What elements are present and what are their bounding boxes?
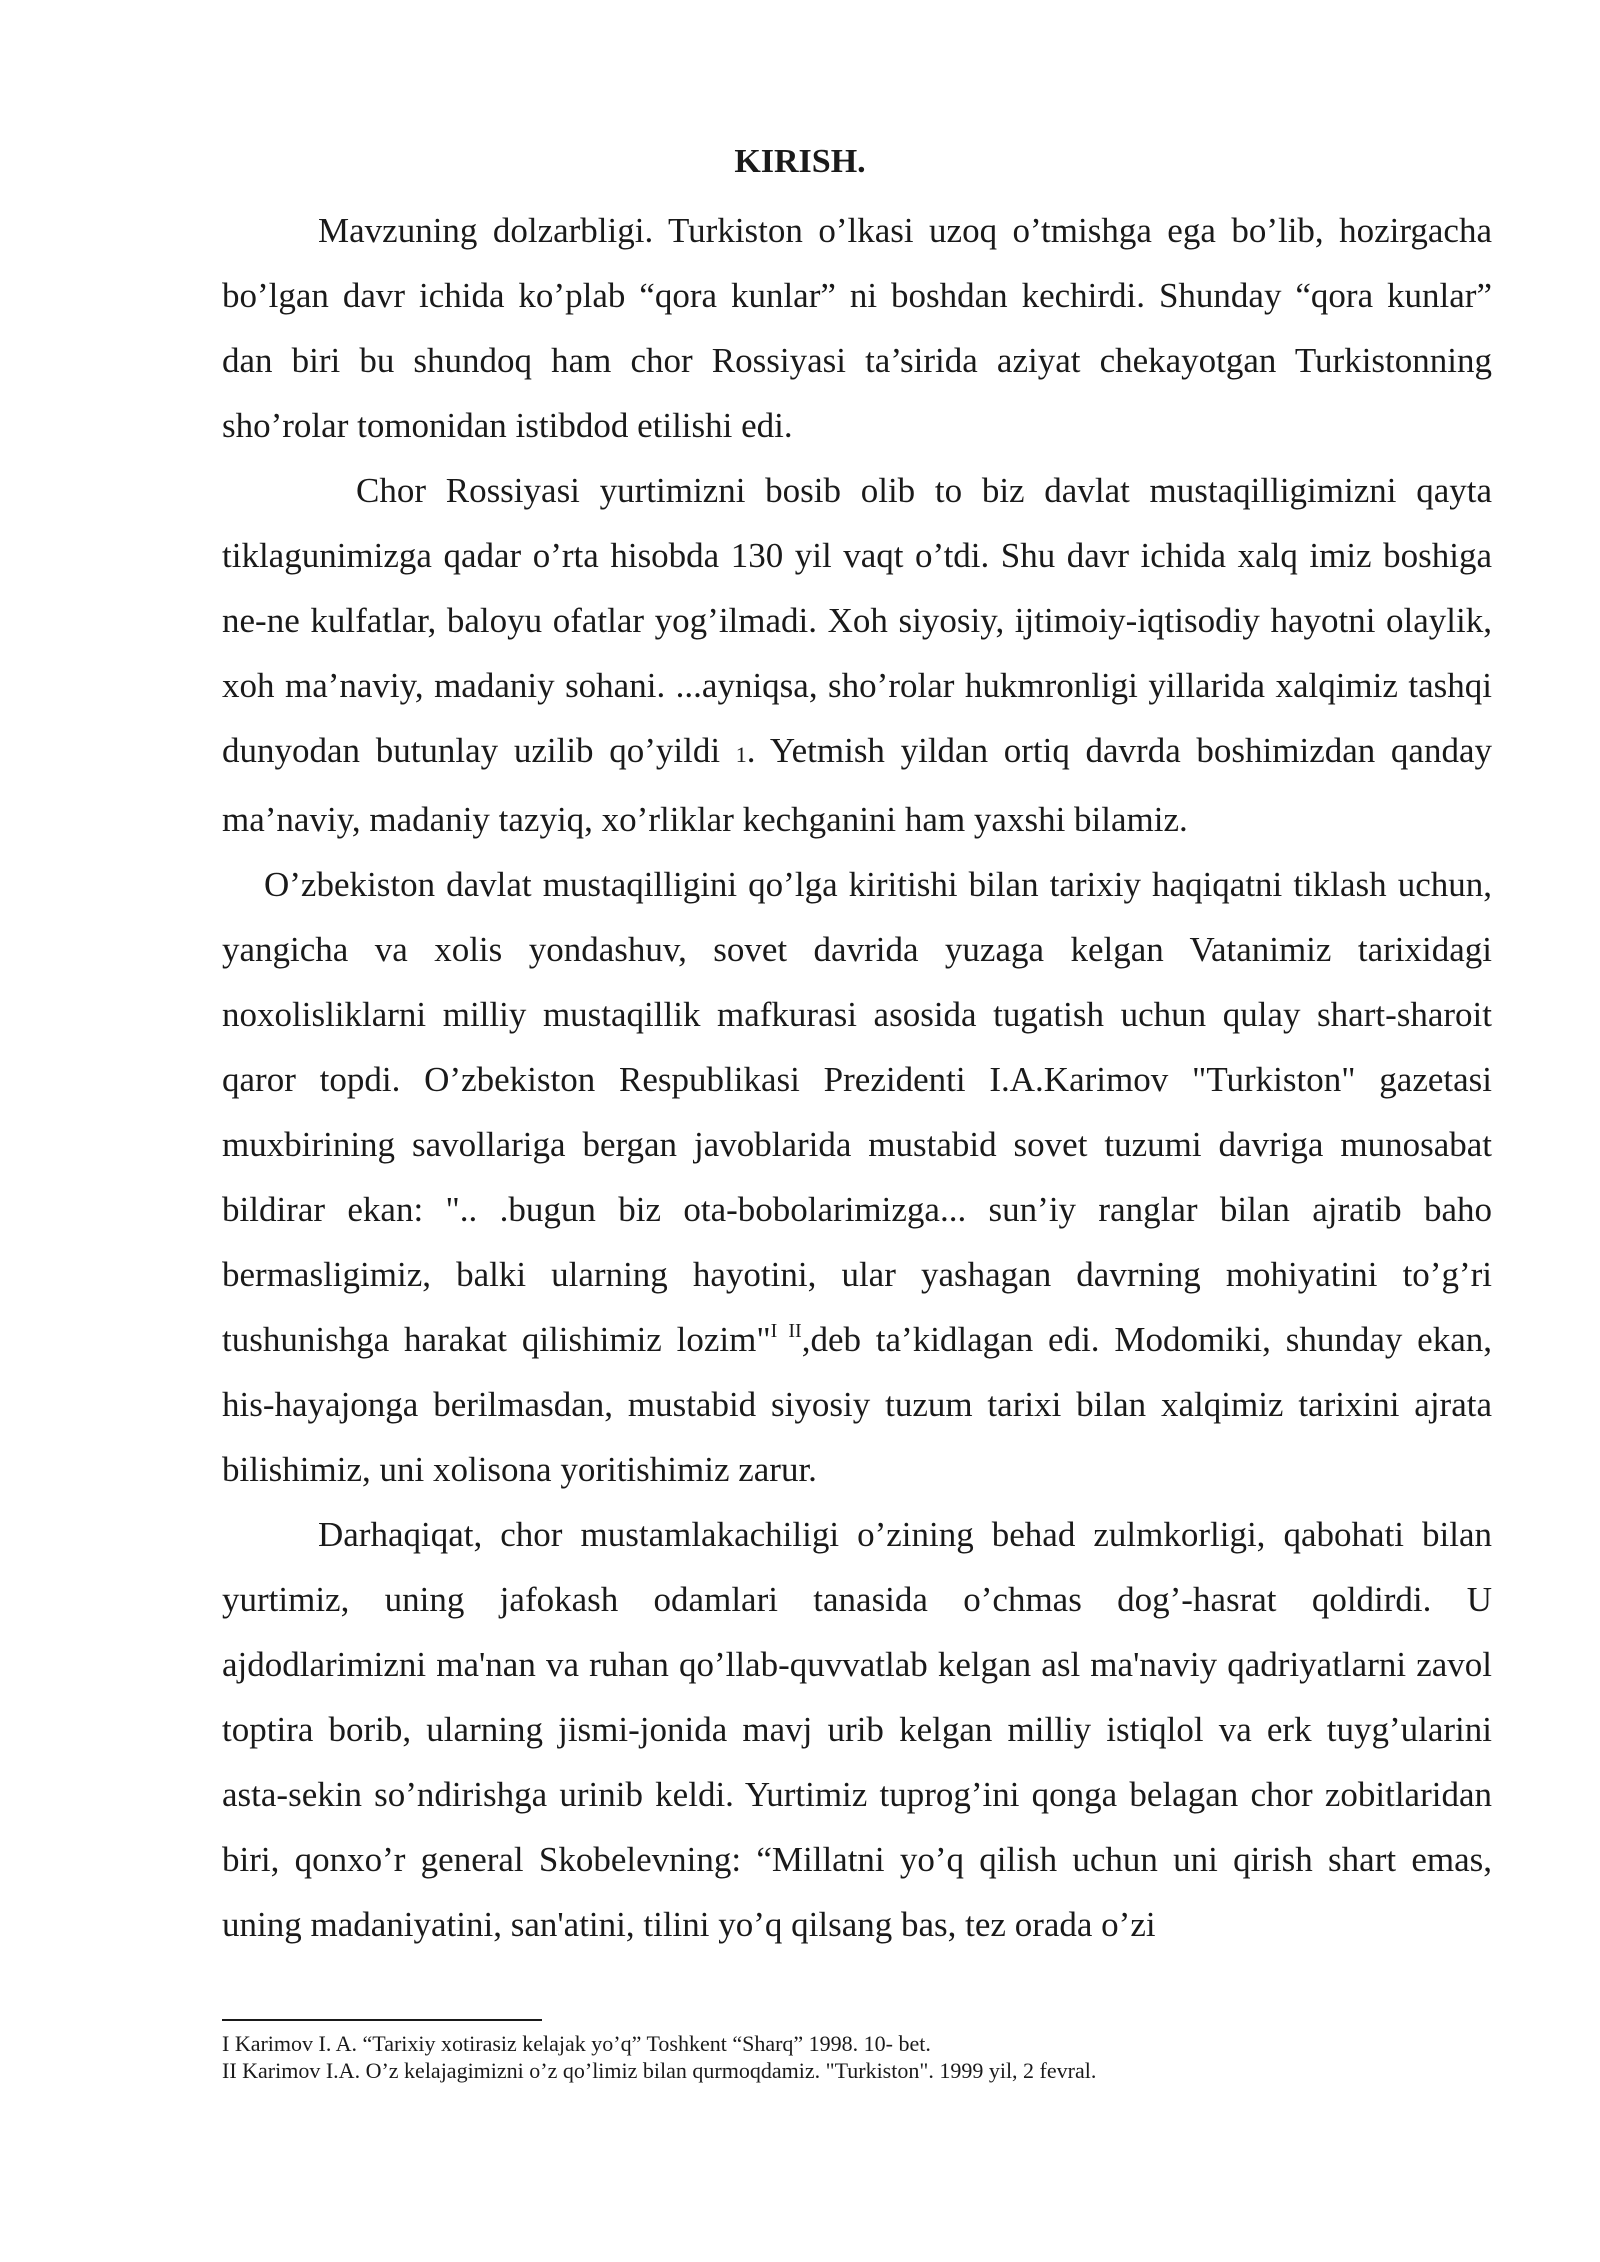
paragraph-3 (222, 852, 1492, 1502)
body-text (222, 198, 1492, 1957)
footnote-superscript: I II (770, 1320, 802, 1342)
paragraph-2-text-a: Chor Rossiyasi yurtimizni bosib olib to biz davlat mustaqilligimizni qayta tiklagunimizga qadar o’rta hisobda 130 yil vaqt o’tdi. Shu davr ichida xalq imiz boshiga ne-ne kulfatlar, baloyu ofatlar yog’ilmadi. Xoh siyosiy, ijtimoiy-iqtisodiy hayotni olaylik, xoh ma’naviy, madaniy sohani. ...ayniqsa, sho’rolar hukmronligi yillarida xalqimiz tashqi dunyodan butunlay uzilib qo’yildi (222, 471, 1492, 770)
page-title: KIRISH. (734, 143, 866, 180)
paragraph-2 (222, 458, 1492, 852)
footnote-1: I Karimov I. A. “Tarixiy xotirasiz kelajak yo’q” Toshkent “Sharq” 1998. 10- bet. (222, 2031, 931, 2056)
paragraph-3-text-b: ,deb ta’kidlagan edi. Modomiki, shunday ekan, his-hayajonga berilmasdan, mustabid siyosiy tuzum tarixi bilan xalqimiz tarixini ajrata bilishimiz, uni xolisona yoritishimiz zarur. (222, 1320, 1492, 1489)
paragraph-2-text-b: . Yetmish yildan ortiq davrda boshimizdan qanday ma’naviy, madaniy tazyiq, xo’rliklar kechganini ham yaxshi bilamiz. (222, 731, 1492, 839)
footnote-divider (222, 2019, 542, 2021)
paragraph-1: Mavzuning dolzarbligi. Turkiston o’lkasi uzoq o’tmishga ega bo’lib, hozirgacha bo’lgan davr ichida ko’plab “qora kunlar” ni boshdan kechirdi. Shunday “qora kunlar” dan biri bu shundoq ham chor Rossiyasi ta’sirida aziyat chekayotgan Turkistonning sho’rolar tomonidan istibdod etilishi edi. (222, 211, 1492, 445)
footnotes (222, 2030, 1492, 2084)
paragraph-3-text-a: O’zbekiston davlat mustaqilligini qo’lga kiritishi bilan tarixiy haqiqatni tiklash uchun, yangicha va xolis yondashuv, sovet davrida yuzaga kelgan Vatanimiz tarixidagi noxolisliklarni milliy mustaqillik mafkurasi asosida tugatish uchun qulay shart-sharoit qaror topdi. O’zbekiston Respublikasi Prezidenti I.A.Karimov "Turkiston" gazetasi muxbirining savollariga bergan javoblarida mustabid sovet tuzumi davriga munosabat bildirar ekan: ".. .bugun biz ota-bobolarimizga... sun’iy ranglar bilan ajratib baho bermasligimiz, balki ularning hayotini, ular yashagan davrning mohiyatini to’g’ri tushunishga harakat qilishimiz lozim" (222, 865, 1492, 1359)
paragraph-4: Darhaqiqat, chor mustamlakachiligi o’zining behad zulmkorligi, qabohati bilan yurtimiz, uning jafokash odamlari tanasida o’chmas dog’-hasrat qoldirdi. U ajdodlarimizni ma'nan va ruhan qo’llab-quvvatlab kelgan asl ma'naviy qadriyatlarni zavol toptira borib, ularning jismi-jonida mavj urib kelgan milliy istiqlol va erk tuyg’ularini asta-sekin so’ndirishga urinib keldi. Yurtimiz tuprog’ini qonga belagan chor zobitlaridan biri, qonxo’r general Skobelevning: “Millatni yo’q qilish uchun uni qirish shart emas, uning madaniyatini, san'atini, tilini yo’q qilsang bas, tez orada o’zi (222, 1515, 1492, 1944)
footnote-2: II Karimov I.A. O’z kelajagimizni o’z qo’limiz bilan qurmoqdamiz. "Turkiston". 1999 yil, 2 fevral. (222, 2058, 1097, 2083)
footnote-reference-1: 1 (735, 742, 747, 767)
